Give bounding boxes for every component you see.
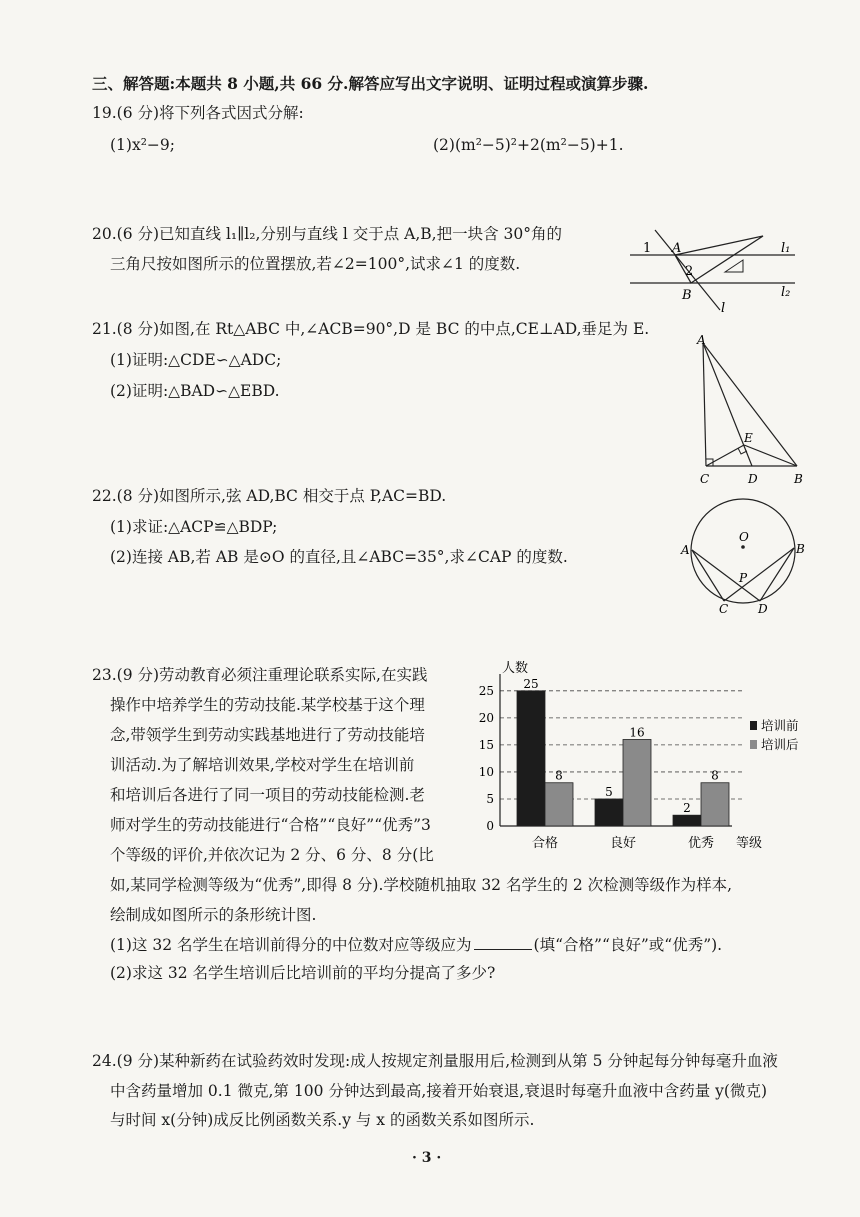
q23-line6: 师对学生的劳动技能进行“合格”“良好”“优秀”3 bbox=[110, 816, 431, 834]
category-label: 合格 bbox=[531, 836, 559, 851]
label-O: O bbox=[739, 530, 749, 544]
label-B: B bbox=[682, 288, 692, 303]
label-C: C bbox=[719, 602, 729, 615]
q21-part1: (1)证明:△CDE∽△ADC; bbox=[110, 351, 282, 369]
q23-part1-after: (填“合格”“良好”或“优秀”). bbox=[533, 936, 723, 954]
q19-stem: 19.(6 分)将下列各式因式分解: bbox=[92, 104, 304, 122]
q19-part2: (2)(m²−5)²+2(m²−5)+1. bbox=[433, 136, 624, 154]
label-D: D bbox=[758, 602, 768, 615]
bar bbox=[701, 783, 729, 826]
chord-BC bbox=[724, 548, 794, 601]
q22-part2: (2)连接 AB,若 AB 是⊙O 的直径,且∠ABC=35°,求∠CAP 的度数. bbox=[110, 548, 568, 566]
q23-line7: 个等级的评价,并依次记为 2 分、6 分、8 分(比 bbox=[110, 846, 434, 864]
y-tick-label: 10 bbox=[478, 764, 494, 779]
q20-figure bbox=[625, 222, 805, 314]
y-tick-label: 15 bbox=[478, 737, 494, 752]
q21-part2: (2)证明:△BAD∽△EBD. bbox=[110, 382, 280, 400]
q23-part1 bbox=[110, 934, 722, 956]
bar bbox=[545, 783, 573, 826]
q20-line2: 三角尺按如图所示的位置摆放,若∠2=100°,试求∠1 的度数. bbox=[110, 255, 521, 273]
q22-figure bbox=[680, 493, 810, 615]
q21-figure bbox=[690, 333, 815, 491]
q23-line4: 训活动.为了解培训效果,学校对学生在培训前 bbox=[110, 756, 415, 774]
q24-line3: 与时间 x(分钟)成反比例函数关系.y 与 x 的函数关系如图所示. bbox=[110, 1111, 535, 1129]
circle-O bbox=[691, 499, 795, 603]
label-angle1: 1 bbox=[643, 241, 652, 256]
data-label: 25 bbox=[523, 676, 539, 691]
label-l1: l₁ bbox=[781, 241, 791, 256]
section-title: 三、解答题:本题共 8 小题,共 66 分.解答应写出文字说明、证明过程或演算步骤. bbox=[92, 74, 649, 93]
label-P: P bbox=[739, 571, 748, 585]
category-label: 优秀 bbox=[687, 836, 715, 851]
q19-part1: (1)x²−9; bbox=[110, 136, 175, 154]
q23-part1-before: (1)这 32 名学生在培训前得分的中位数对应等级应为 bbox=[110, 936, 472, 954]
segment-AD bbox=[703, 343, 752, 466]
q23-line9: 绘制成如图所示的条形统计图. bbox=[110, 906, 317, 924]
label-E: E bbox=[744, 431, 753, 445]
bar bbox=[623, 739, 651, 826]
category-label: 良好 bbox=[609, 836, 637, 851]
legend-label: 培训后 bbox=[761, 737, 799, 752]
label-A: A bbox=[681, 543, 690, 557]
legend-swatch bbox=[750, 740, 757, 749]
label-D: D bbox=[748, 472, 758, 486]
label-l: l bbox=[721, 301, 726, 314]
label-B: B bbox=[796, 542, 805, 556]
data-label: 2 bbox=[683, 801, 691, 816]
label-A: A bbox=[672, 241, 682, 256]
page-number: · 3 · bbox=[412, 1150, 442, 1166]
q21-stem: 21.(8 分)如图,在 Rt△ABC 中,∠ACB=90°,D 是 BC 的中点,CE⊥AD,垂足为 E. bbox=[92, 320, 650, 338]
q20-line1: 20.(6 分)已知直线 l₁∥l₂,分别与直线 l 交于点 A,B,把一块含 30°角的 bbox=[92, 225, 562, 243]
y-tick-label: 20 bbox=[478, 710, 494, 725]
triangle-inner bbox=[725, 260, 743, 272]
side-AC bbox=[703, 343, 706, 466]
y-axis-label: 人数 bbox=[502, 661, 529, 676]
y-tick-label: 25 bbox=[478, 683, 494, 698]
q23-line3: 念,带领学生到劳动实践基地进行了劳动技能培 bbox=[110, 726, 425, 744]
label-A: A bbox=[697, 333, 706, 347]
label-B: B bbox=[794, 472, 803, 486]
bar bbox=[673, 815, 701, 826]
label-angle2: 2 bbox=[685, 264, 694, 279]
x-axis-label: 等级 bbox=[736, 836, 763, 851]
q23-bar-chart bbox=[470, 660, 800, 860]
q24-line2: 中含药量增加 0.1 微克,第 100 分钟达到最高,接着开始衰退,衰退时每毫升血液中含药量 y(微克) bbox=[110, 1082, 768, 1100]
data-label: 5 bbox=[605, 784, 613, 799]
label-C: C bbox=[700, 472, 710, 486]
q23-line5: 和培训后各进行了同一项目的劳动技能检测.老 bbox=[110, 786, 425, 804]
data-label: 8 bbox=[711, 768, 719, 783]
q22-part1: (1)求证:△ACP≌△BDP; bbox=[110, 518, 278, 536]
data-label: 8 bbox=[555, 768, 563, 783]
q22-stem: 22.(8 分)如图所示,弦 AD,BC 相交于点 P,AC=BD. bbox=[92, 487, 447, 505]
center-O bbox=[741, 545, 745, 549]
legend-label: 培训前 bbox=[761, 718, 799, 733]
q23-line8: 如,某同学检测等级为“优秀”,即得 8 分).学校随机抽取 32 名学生的 2 次检测等级作为样本, bbox=[110, 876, 733, 894]
data-label: 16 bbox=[629, 725, 645, 740]
answer-blank bbox=[474, 935, 532, 950]
q23-line2: 操作中培养学生的劳动技能.某学校基于这个理 bbox=[110, 696, 425, 714]
q24-line1: 24.(9 分)某种新药在试验药效时发现:成人按规定剂量服用后,检测到从第 5 分钟起每分钟每毫升血液 bbox=[92, 1052, 778, 1070]
bar bbox=[517, 691, 545, 826]
label-l2: l₂ bbox=[781, 285, 791, 300]
chord-AD bbox=[692, 550, 760, 601]
bar bbox=[595, 799, 623, 826]
legend-swatch bbox=[750, 721, 757, 730]
q23-line1: 23.(9 分)劳动教育必须注重理论联系实际,在实践 bbox=[92, 666, 428, 684]
y-tick-label: 5 bbox=[486, 791, 494, 806]
y-tick-label: 0 bbox=[486, 819, 494, 833]
q23-part2: (2)求这 32 名学生培训后比培训前的平均分提高了多少? bbox=[110, 964, 496, 982]
